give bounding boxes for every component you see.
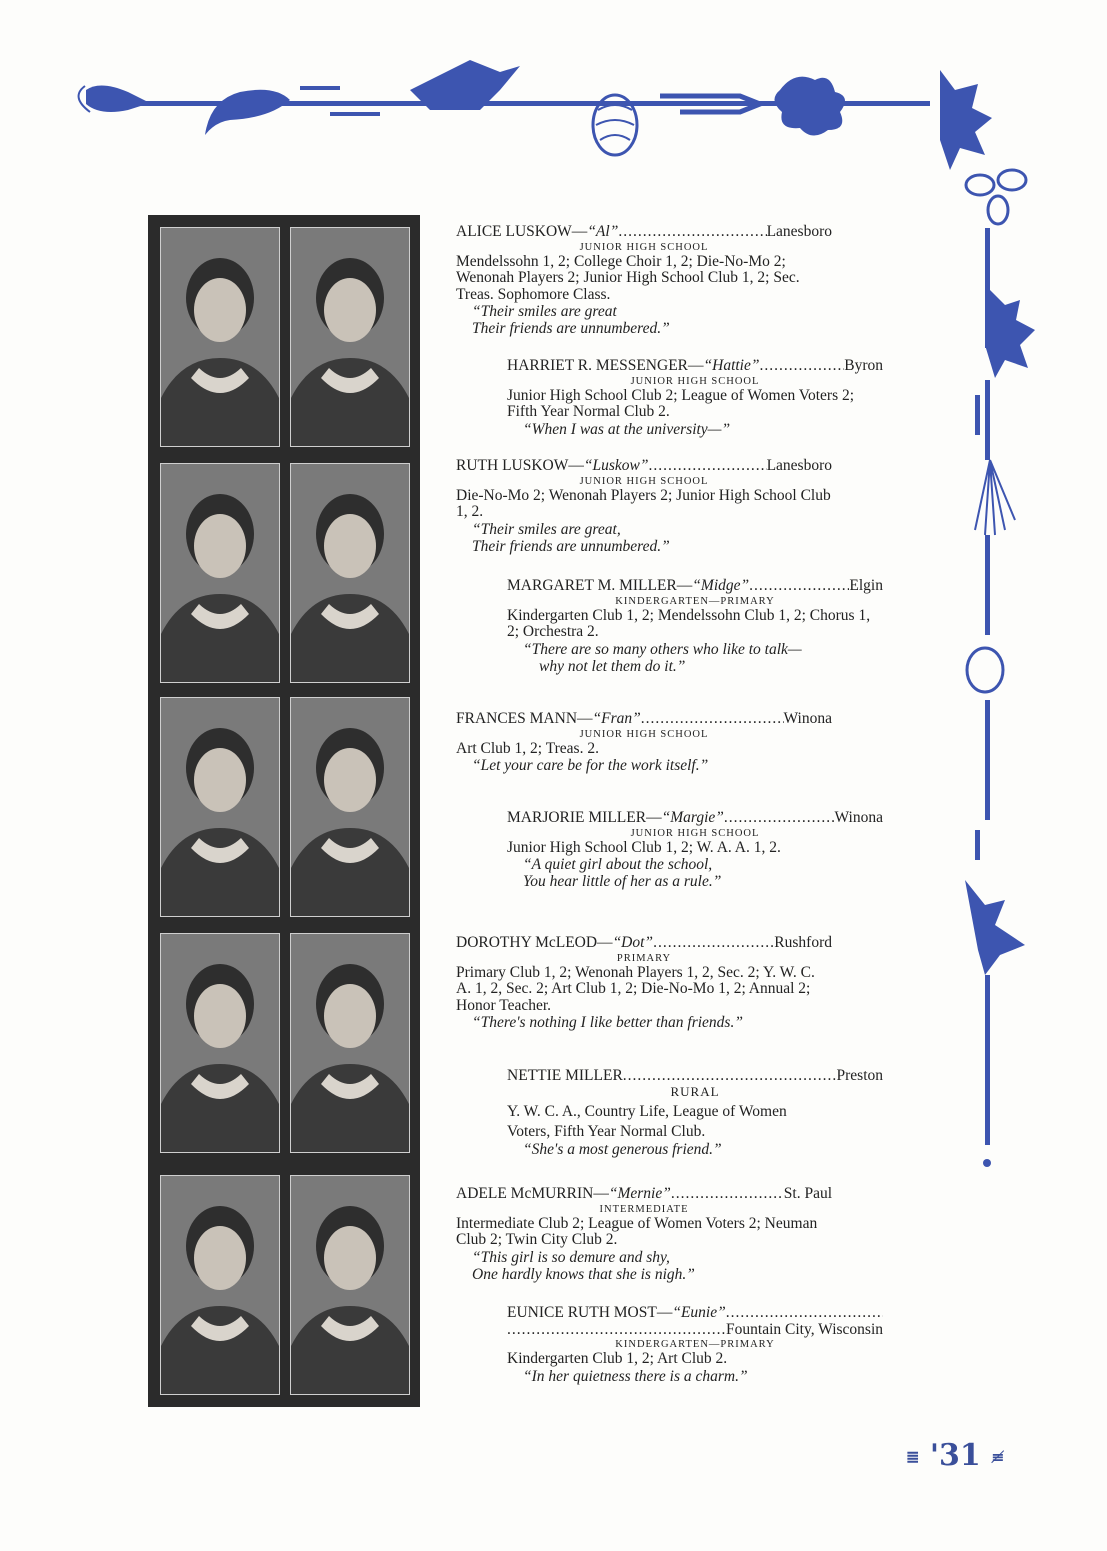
pine-cone-icon — [967, 648, 1003, 692]
entry-ruth-luskow: RUTH LUSKOW—“Luskow” ..... Lanesboro JUNIOR HIGH SCHOOL Die-No-Mo 2; Wenonah Players 2; Junior High School Club 1, 2. “Their smiles are great, Their friends are unnumbered.” — [456, 458, 832, 555]
entry-alice-luskow: ALICE LUSKOW—“Al” ..... Lanesboro JUNIOR HIGH SCHOOL Mendelssohn 1, 2; College Choir 1, 2; Die-No-Mo 2; Wenonah Players 2; Junior High School Club 1, 2; Sec. Treas. Sophomore Class. “Their smiles are great Their friends are unnumbered.” — [456, 224, 832, 337]
acorn-icon — [966, 175, 994, 195]
portrait-photo — [290, 463, 410, 683]
portrait-silhouette-icon — [161, 698, 279, 916]
portrait-photo — [290, 933, 410, 1153]
portrait-silhouette-icon — [291, 464, 409, 682]
bud-icon — [86, 85, 150, 112]
holly-leaf-icon — [965, 880, 1025, 975]
oak-leaf-icon — [774, 77, 845, 136]
portrait-silhouette-icon — [291, 934, 409, 1152]
entry-harriet-messenger: HARRIET R. MESSENGER—“Hattie” ..... Byron JUNIOR HIGH SCHOOL Junior High School Club 2; League of Women Voters 2; Fifth Year Normal Club 2. “When I was at the university—” — [507, 358, 883, 438]
portrait-photo — [160, 697, 280, 917]
entry-eunice-most: EUNICE RUTH MOST—“Eunie” ..... ..... Fountain City, Wisconsin KINDERGARTEN—PRIMARY Kindergarten Club 1, 2; Art Club 2. “In her quietness there is a charm.” — [507, 1305, 883, 1385]
portrait-photo — [160, 463, 280, 683]
portrait-photo — [160, 227, 280, 447]
entry-adele-mcmurrin: ADELE McMURRIN—“Mernie” ..... St. Paul INTERMEDIATE Intermediate Club 2; League of Women Voters 2; Neuman Club 2; Twin City Club 2. “This girl is so demure and shy, One hardly knows that she is nigh.” — [456, 1186, 832, 1283]
page-number — [906, 1438, 1005, 1473]
page-number-text: '31 — [929, 1438, 981, 1473]
tassel-icon — [975, 460, 1015, 535]
entry-frances-mann: FRANCES MANN—“Fran” ..... Winona JUNIOR HIGH SCHOOL Art Club 1, 2; Treas. 2. “Let your care be for the work itself.” — [456, 711, 832, 774]
portrait-photo — [290, 697, 410, 917]
portrait-silhouette-icon — [161, 1176, 279, 1394]
portrait-photo — [290, 1175, 410, 1395]
portrait-photo — [160, 933, 280, 1153]
portrait-silhouette-icon — [161, 934, 279, 1152]
entry-margaret-miller: MARGARET M. MILLER—“Midge” ..... Elgin KINDERGARTEN—PRIMARY Kindergarten Club 1, 2; Mendelssohn Club 1, 2; Chorus 1, 2; Orchestra 2. “There are so many others who like to talk— why not let them do it.” — [507, 578, 883, 675]
entry-marjorie-miller: MARJORIE MILLER—“Margie” ..... Winona JUNIOR HIGH SCHOOL Junior High School Club 1, 2; W. A. A. 1, 2. “A quiet girl about the school, You hear little of her as a rule.” — [507, 810, 883, 890]
portrait-strip — [148, 215, 420, 1407]
portrait-silhouette-icon — [291, 698, 409, 916]
right-ornament-icon: ≢ — [991, 1447, 1005, 1467]
portrait-silhouette-icon — [291, 228, 409, 446]
portrait-silhouette-icon — [161, 228, 279, 446]
leaf-icon — [205, 90, 290, 135]
entry-dorothy-mcleod: DOROTHY McLEOD—“Dot” ..... Rushford PRIMARY Primary Club 1, 2; Wenonah Players 1, 2, Sec. 2; Y. W. C. A. 1, 2, Sec. 2; Art Club 1, 2; Die-No-Mo 1, 2; Annual 2; Honor Teacher. “There's nothing I like better than friends.” — [456, 935, 832, 1031]
portrait-silhouette-icon — [161, 464, 279, 682]
holly-leaf-icon — [985, 285, 1035, 378]
portrait-photo — [290, 227, 410, 447]
entry-nettie-miller: NETTIE MILLER ..... Preston RURAL Y. W. C. A., Country Life, League of Women Voters, Fifth Year Normal Club. “She's a most generous friend.” — [507, 1068, 883, 1158]
portrait-photo — [160, 1175, 280, 1395]
portrait-silhouette-icon — [291, 1176, 409, 1394]
left-ornament-icon: ≣ — [906, 1447, 920, 1467]
holly-leaf-icon — [940, 70, 992, 170]
